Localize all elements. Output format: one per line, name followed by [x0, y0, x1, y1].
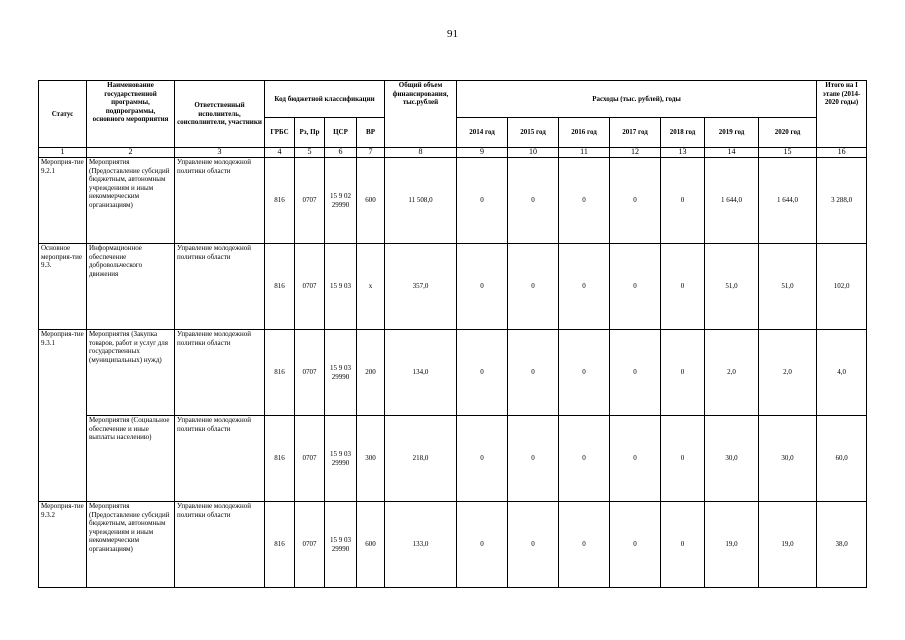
- cell-vr: 600: [357, 158, 385, 244]
- cell-year: 51,0: [759, 244, 817, 330]
- cell-year: 2,0: [705, 330, 759, 416]
- cell-year: 1 644,0: [705, 158, 759, 244]
- cell-year: 0: [559, 416, 610, 502]
- column-number: 2: [87, 148, 175, 158]
- cell-year: 0: [457, 502, 508, 588]
- cell-executor: Управление молодежной политики области: [175, 330, 265, 416]
- cell-year: 0: [508, 330, 559, 416]
- header-stage-total: Итого на I этапе (2014-2020 годы): [817, 81, 867, 148]
- cell-rzpr: 0707: [295, 330, 325, 416]
- cell-year: 0: [457, 330, 508, 416]
- cell-name: Мероприятия (Закупка товаров, работ и услуг для государственных (муниципальных) нужд): [87, 330, 175, 416]
- column-number: 8: [385, 148, 457, 158]
- budget-table: [38, 80, 867, 588]
- cell-name: Мероприятия (Предоставление субсидий бюджетным, автономным учреждениям и иным некоммерческим организациям): [87, 158, 175, 244]
- cell-total: 133,0: [385, 502, 457, 588]
- cell-stage-total: 60,0: [817, 416, 867, 502]
- cell-year: 0: [508, 244, 559, 330]
- column-number: 10: [508, 148, 559, 158]
- cell-year: 0: [661, 416, 705, 502]
- cell-grbs: 816: [265, 244, 295, 330]
- cell-year: 0: [457, 158, 508, 244]
- column-number: 7: [357, 148, 385, 158]
- cell-year: 0: [661, 244, 705, 330]
- table-row: [39, 330, 867, 416]
- cell-year: 0: [508, 416, 559, 502]
- cell-grbs: 816: [265, 158, 295, 244]
- cell-name: Мероприятия (Предоставление субсидий бюджетным, автономным учреждениям и иным некоммерческим организациям): [87, 502, 175, 588]
- column-number: 11: [559, 148, 610, 158]
- cell-year: 0: [661, 330, 705, 416]
- column-number: 1: [39, 148, 87, 158]
- cell-total: 218,0: [385, 416, 457, 502]
- cell-year: 0: [661, 502, 705, 588]
- cell-year: 19,0: [759, 502, 817, 588]
- cell-vr: х: [357, 244, 385, 330]
- header-year: 2019 год: [705, 118, 759, 148]
- cell-executor: Управление молодежной политики области: [175, 244, 265, 330]
- column-number-row: [39, 148, 867, 158]
- cell-year: 19,0: [705, 502, 759, 588]
- header-total-volume: Общий объем финансирования, тыс.рублей: [385, 81, 457, 148]
- header-executor: Ответственный исполнитель, соисполнители, участники: [175, 81, 265, 148]
- cell-year: 0: [559, 244, 610, 330]
- cell-executor: Управление молодежной политики области: [175, 502, 265, 588]
- cell-status: Мероприя-тие 9.3.1: [39, 330, 87, 502]
- cell-rzpr: 0707: [295, 502, 325, 588]
- column-number: 5: [295, 148, 325, 158]
- column-number: 14: [705, 148, 759, 158]
- cell-year: 51,0: [705, 244, 759, 330]
- column-number: 16: [817, 148, 867, 158]
- header-year: 2015 год: [508, 118, 559, 148]
- header-year: 2014 год: [457, 118, 508, 148]
- cell-year: 0: [610, 158, 661, 244]
- table-row: [39, 244, 867, 330]
- cell-status: Основное мероприя-тие 9.3.: [39, 244, 87, 330]
- cell-name: Информационное обеспечение добровольческого движения: [87, 244, 175, 330]
- header-csr: ЦСР: [325, 118, 357, 148]
- header-budget-code: Код бюджетной классификации: [265, 81, 385, 118]
- cell-name: Мероприятия (Социальное обеспечение и иные выплаты населению): [87, 416, 175, 502]
- column-number: 15: [759, 148, 817, 158]
- cell-stage-total: 38,0: [817, 502, 867, 588]
- cell-stage-total: 4,0: [817, 330, 867, 416]
- cell-year: 0: [559, 158, 610, 244]
- cell-vr: 300: [357, 416, 385, 502]
- cell-year: 0: [610, 416, 661, 502]
- header-year: 2018 год: [661, 118, 705, 148]
- cell-csr: 15 9 03 29990: [325, 330, 357, 416]
- column-number: 3: [175, 148, 265, 158]
- cell-year: 0: [661, 158, 705, 244]
- cell-csr: 15 9 03 29990: [325, 416, 357, 502]
- cell-year: 0: [508, 158, 559, 244]
- cell-status: Мероприя-тие 9.2.1: [39, 158, 87, 244]
- cell-csr: 15 9 03: [325, 244, 357, 330]
- column-number: 13: [661, 148, 705, 158]
- cell-csr: 15 9 03 29990: [325, 502, 357, 588]
- header-expenses: Расходы (тыс. рублей), годы: [457, 81, 817, 118]
- column-number: 12: [610, 148, 661, 158]
- header-grbs: ГРБС: [265, 118, 295, 148]
- cell-stage-total: 3 288,0: [817, 158, 867, 244]
- page-number: 91: [447, 28, 458, 40]
- header-year: 2016 год: [559, 118, 610, 148]
- cell-rzpr: 0707: [295, 158, 325, 244]
- cell-year: 30,0: [759, 416, 817, 502]
- cell-year: 2,0: [759, 330, 817, 416]
- cell-grbs: 816: [265, 502, 295, 588]
- header-year: 2020 год: [759, 118, 817, 148]
- cell-year: 0: [610, 244, 661, 330]
- cell-grbs: 816: [265, 330, 295, 416]
- cell-csr: 15 9 02 29990: [325, 158, 357, 244]
- cell-year: 0: [457, 416, 508, 502]
- cell-year: 30,0: [705, 416, 759, 502]
- cell-status: Мероприя-тие 9.3.2: [39, 502, 87, 588]
- cell-rzpr: 0707: [295, 416, 325, 502]
- cell-year: 0: [508, 502, 559, 588]
- header-program-name: Наименование государственной программы, подпрограммы, основного мероприятия: [87, 81, 175, 148]
- cell-year: 0: [610, 502, 661, 588]
- header-vr: ВР: [357, 118, 385, 148]
- cell-total: 11 508,0: [385, 158, 457, 244]
- column-number: 6: [325, 148, 357, 158]
- table-row: [39, 416, 867, 502]
- cell-total: 357,0: [385, 244, 457, 330]
- cell-year: 0: [457, 244, 508, 330]
- column-number: 4: [265, 148, 295, 158]
- cell-year: 0: [559, 502, 610, 588]
- cell-stage-total: 102,0: [817, 244, 867, 330]
- header-rzpr: Рз, Пр: [295, 118, 325, 148]
- header-year: 2017 год: [610, 118, 661, 148]
- cell-vr: 600: [357, 502, 385, 588]
- cell-year: 1 644,0: [759, 158, 817, 244]
- cell-executor: Управление молодежной политики области: [175, 416, 265, 502]
- cell-year: 0: [610, 330, 661, 416]
- header-status: Статус: [39, 81, 87, 148]
- table-row: [39, 502, 867, 588]
- cell-executor: Управление молодежной политики области: [175, 158, 265, 244]
- table-row: [39, 158, 867, 244]
- column-number: 9: [457, 148, 508, 158]
- cell-rzpr: 0707: [295, 244, 325, 330]
- cell-grbs: 816: [265, 416, 295, 502]
- cell-year: 0: [559, 330, 610, 416]
- cell-total: 134,0: [385, 330, 457, 416]
- cell-vr: 200: [357, 330, 385, 416]
